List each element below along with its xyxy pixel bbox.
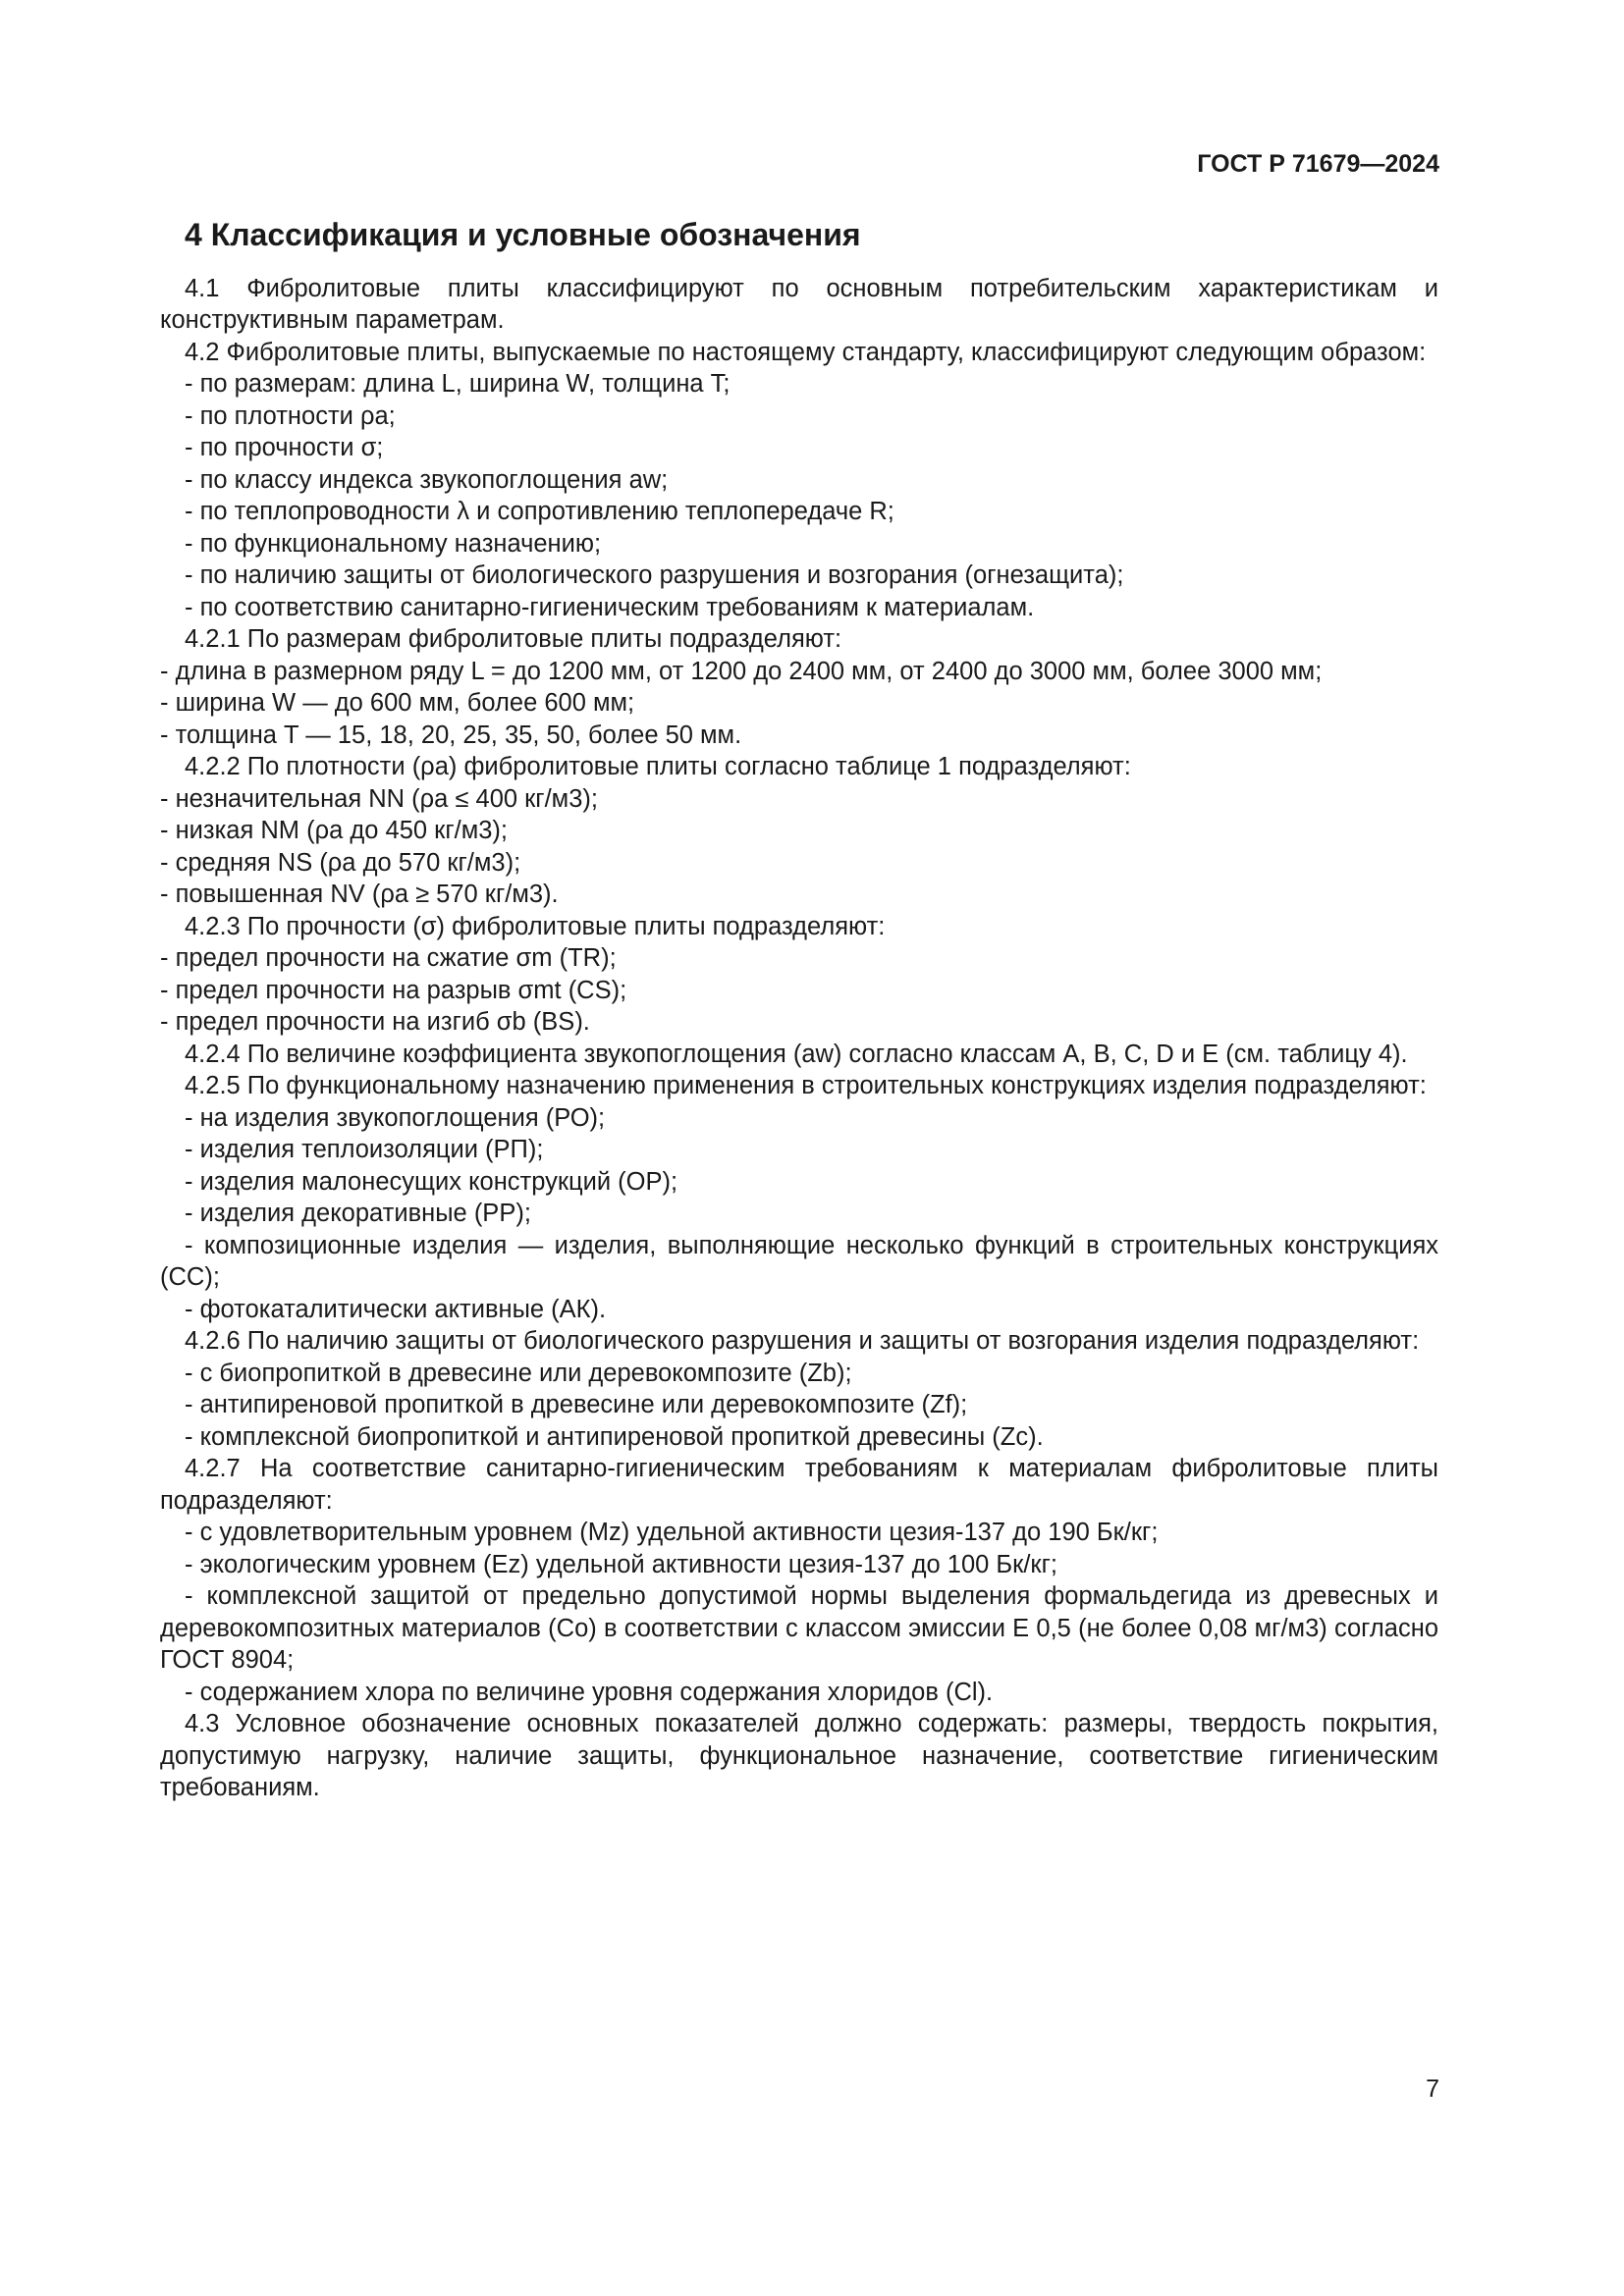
paragraph-4-2-3: 4.2.3 По прочности (σ) фибролитовые плиты подразделяют: xyxy=(185,912,886,940)
page-number: 7 xyxy=(1426,2075,1439,2103)
section-title: 4 Классификация и условные обозначения xyxy=(185,217,861,252)
list-item: - длина в размерном ряду L = до 1200 мм, от 1200 до 2400 мм, от 2400 до 3000 мм, более 3000 мм; xyxy=(160,657,1323,685)
list-item: - композиционные изделия — изделия, выполняющие несколько функций в строительных конструкциях (СС); xyxy=(160,1231,1438,1291)
list-item: - комплексной биопропиткой и антипиреновой пропиткой древесины (Zc). xyxy=(185,1422,1044,1451)
list-item: - изделия теплоизоляции (РП); xyxy=(185,1136,544,1163)
list-item: - предел прочности на изгиб σb (BS). xyxy=(160,1008,590,1036)
paragraph-4-2-5: 4.2.5 По функциональному назначению применения в строительных конструкциях изделия подразделяют: xyxy=(185,1072,1427,1099)
list-item: - по размерам: длина L, ширина W, толщина T; xyxy=(185,370,731,398)
list-item: - по соответствию санитарно-гигиеническим требованиям к материалам. xyxy=(185,593,1035,621)
list-item: - по прочности σ; xyxy=(185,434,384,461)
list-item: - по теплопроводности λ и сопротивлению теплопередаче R; xyxy=(185,498,894,525)
list-item: - незначительная NN (ρa ≤ 400 кг/м3); xyxy=(160,784,598,813)
list-item: - повышенная NV (ρa ≥ 570 кг/м3). xyxy=(160,881,559,908)
list-item: - средняя NS (ρa до 570 кг/м3); xyxy=(160,848,521,877)
list-item: - экологическим уровнем (Ez) удельной активности цезия-137 до 100 Бк/кг; xyxy=(185,1550,1057,1578)
list-item: - по плотности ρa; xyxy=(185,401,396,430)
paragraph-4-2: 4.2 Фибролитовые плиты, выпускаемые по настоящему стандарту, классифицируют следующим образом: xyxy=(185,338,1427,366)
list-item: - по функциональному назначению; xyxy=(185,529,602,558)
document-number: ГОСТ Р 71679—2024 xyxy=(1197,150,1439,178)
page-body xyxy=(160,219,1438,1804)
list-item: - ширина W — до 600 мм, более 600 мм; xyxy=(160,689,635,717)
list-item: - изделия малонесущих конструкций (ОР); xyxy=(185,1167,678,1196)
list-item: - низкая NM (ρa до 450 кг/м3); xyxy=(160,817,508,844)
list-item: - содержанием хлора по величине уровня содержания хлоридов (Cl). xyxy=(185,1678,994,1706)
paragraph-4-2-1: 4.2.1 По размерам фибролитовые плиты подразделяют: xyxy=(185,625,842,653)
list-item: - предел прочности на сжатие σm (TR); xyxy=(160,944,617,972)
paragraph-4-1: 4.1 Фибролитовые плиты классифицируют по основным потребительским характеристикам и конструктивным параметрам. xyxy=(160,274,1438,334)
list-item: - антипиреновой пропиткой в древесине или деревокомпозите (Zf); xyxy=(185,1391,968,1418)
paragraph-4-2-6: 4.2.6 По наличию защиты от биологического разрушения и защиты от возгорания изделия подразделяют: xyxy=(185,1327,1420,1355)
paragraph-4-2-7: 4.2.7 На соответствие санитарно-гигиеническим требованиям к материалам фибролитовые плиты подразделяют: xyxy=(160,1455,1438,1515)
list-item: - по наличию защиты от биологического разрушения и возгорания (огнезащита); xyxy=(185,561,1124,589)
list-item: - предел прочности на разрыв σmt (CS); xyxy=(160,976,627,1004)
paragraph-4-3: 4.3 Условное обозначение основных показателей должно содержать: размеры, твердость покрытия, допустимую нагрузку, наличие защиты, функциональное назначение, соответствие гигиеническим требованиям. xyxy=(160,1710,1438,1801)
list-item: - по классу индекса звукопоглощения aw; xyxy=(185,465,669,494)
list-item: - на изделия звукопоглощения (РО); xyxy=(185,1103,606,1132)
list-item: - толщина T — 15, 18, 20, 25, 35, 50, более 50 мм. xyxy=(160,721,742,749)
list-item: - с биопропиткой в древесине или деревокомпозите (Zb); xyxy=(185,1359,852,1387)
paragraph-4-2-4: 4.2.4 По величине коэффициента звукопоглощения (aw) согласно классам А, В, С, D и Е (см. таблицу 4). xyxy=(185,1040,1408,1068)
list-item: - с удовлетворительным уровнем (Mz) удельной активности цезия-137 до 190 Бк/кг; xyxy=(185,1519,1159,1546)
list-item: - изделия декоративные (РР); xyxy=(185,1200,531,1227)
list-item: - комплексной защитой от предельно допустимой нормы выделения формальдегида из древесных и деревокомпозитных материалов (Co) в соответствии с классом эмиссии Е 0,5 (не более 0,08 мг/м3) согласно ГОСТ 8904; xyxy=(160,1582,1438,1674)
paragraph-4-2-2: 4.2.2 По плотности (ρa) фибролитовые плиты согласно таблице 1 подразделяют: xyxy=(185,753,1131,780)
list-item: - фотокаталитически активные (АК). xyxy=(185,1295,607,1323)
